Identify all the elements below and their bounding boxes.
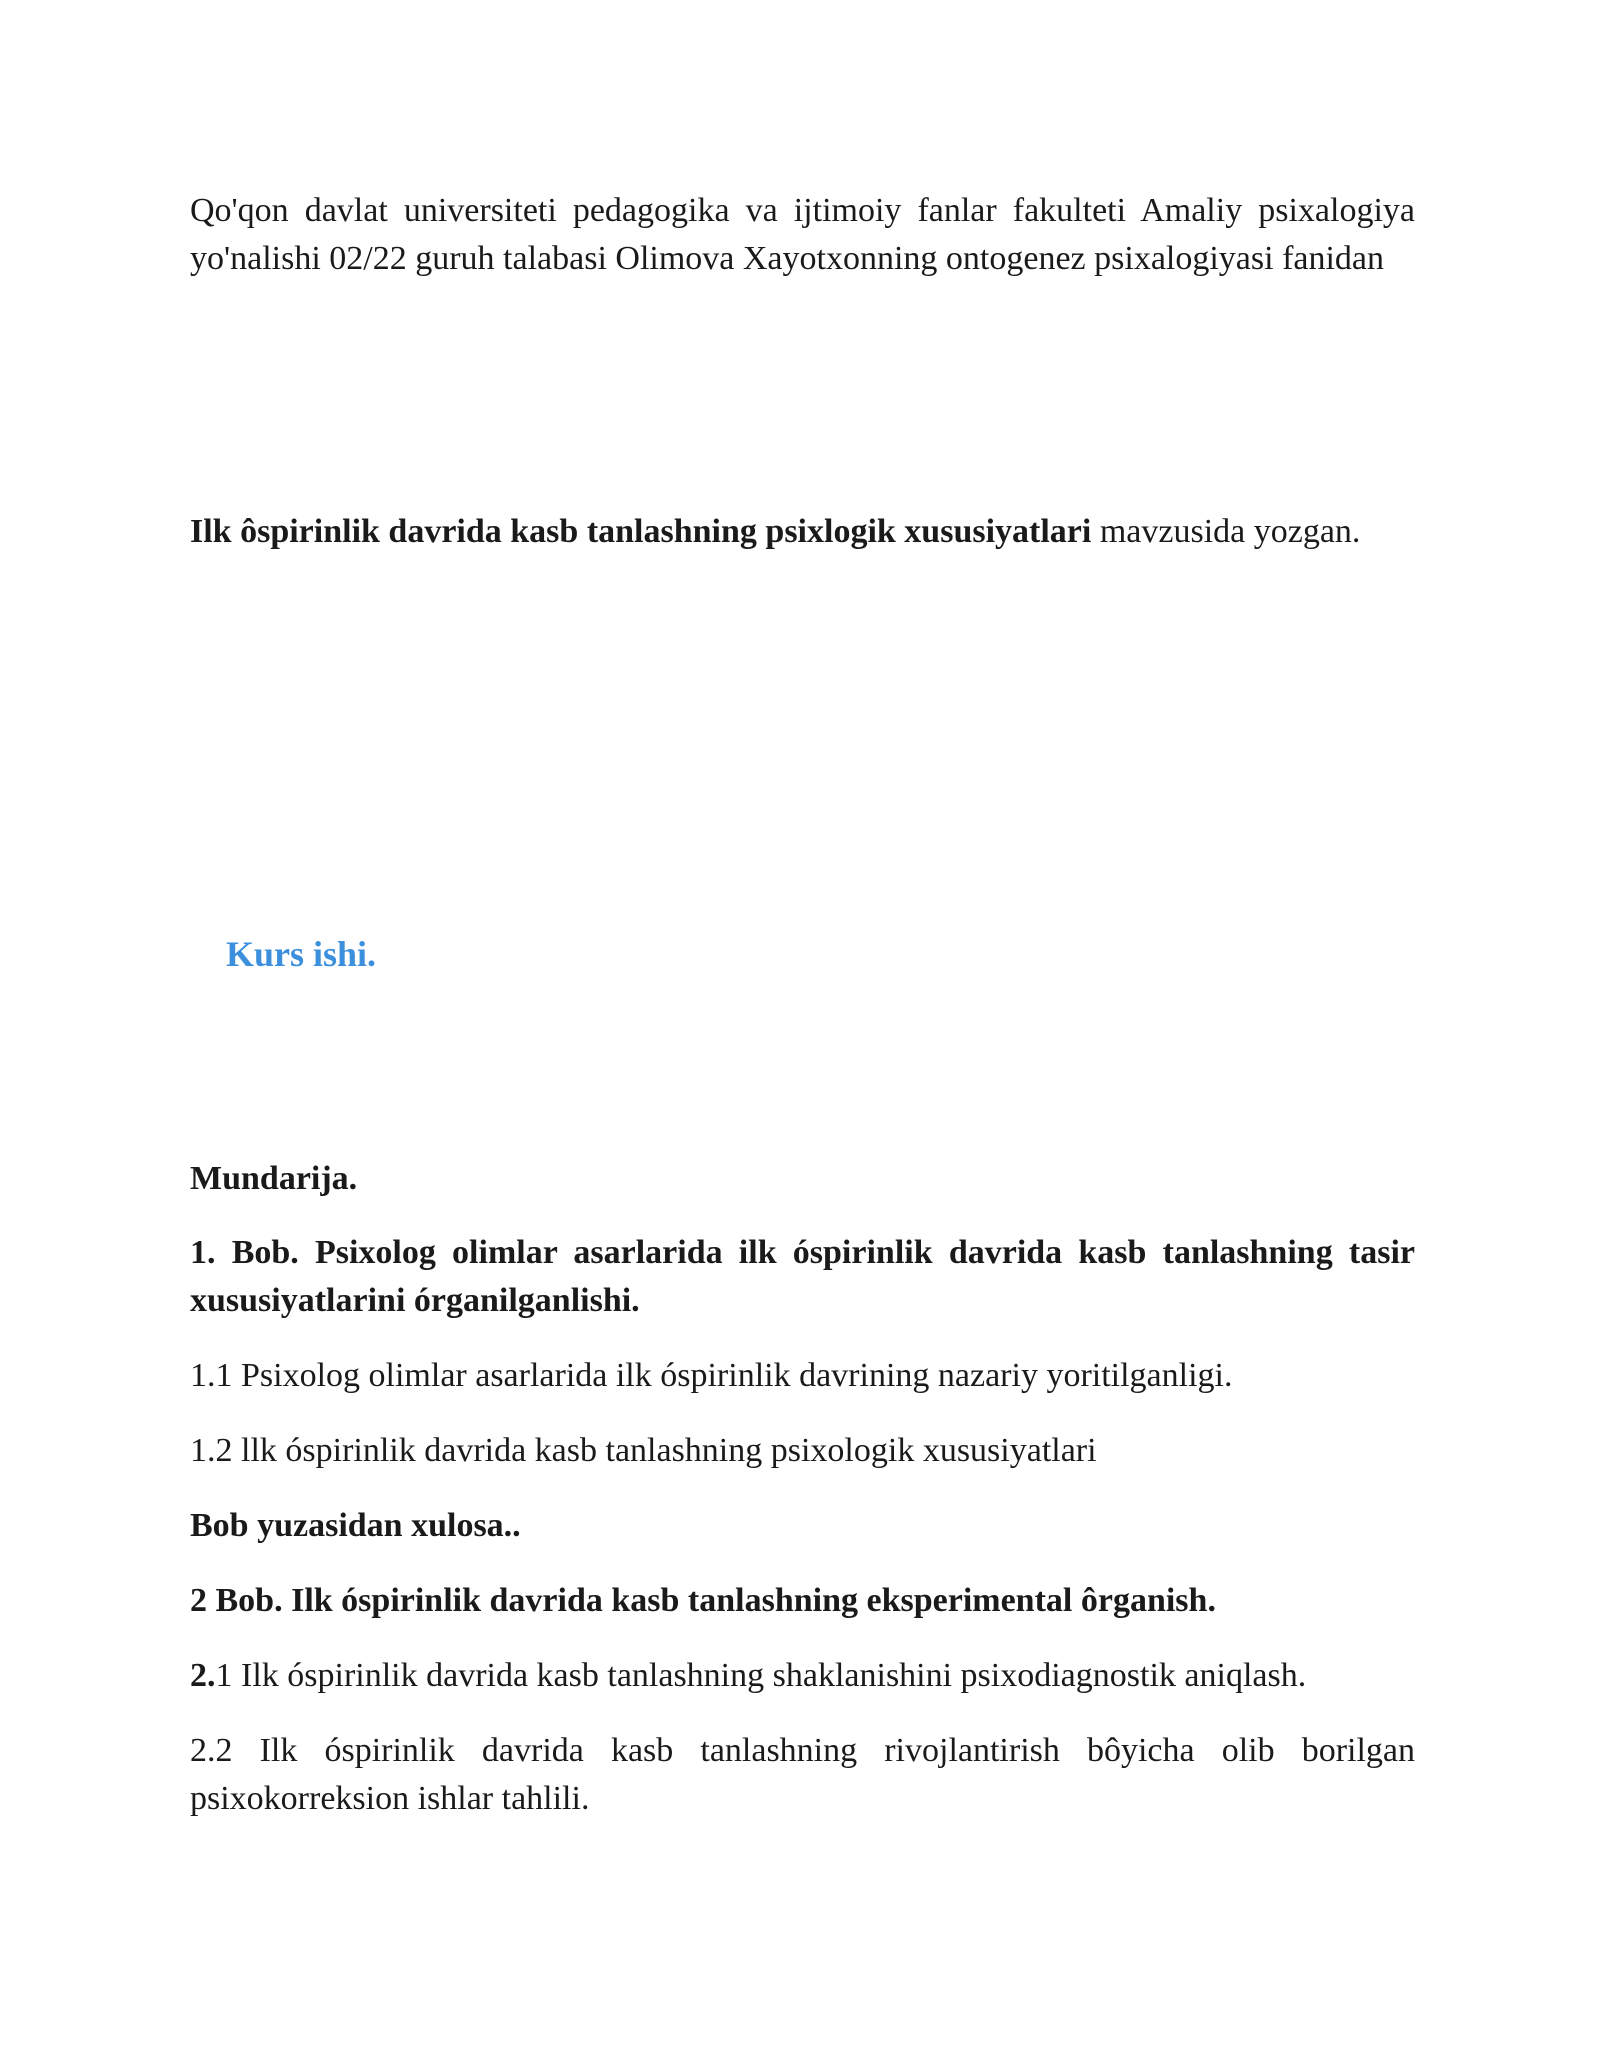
toc-section-1-2: 1.2 llk óspirinlik davrida kasb tanlashning psixologik xususiyatlari [190,1432,1097,1469]
intro-paragraph: Qo'qon davlat universiteti pedagogika va ijtimoiy fanlar fakulteti Amaliy psixalogiya yo'nalishi 02/22 guruh talabasi Olimova Xayotxonning ontogenez psixalogiyasi fanidan [190,192,1415,277]
toc-chapter-1: 1. Bob. Psixolog olimlar asarlarida ilk óspirinlik davrida kasb tanlashning tasir xususiyatlarini órganilganlishi. [190,1234,1415,1319]
topic-paragraph [190,508,1415,556]
toc-section-2-1-text: 1 Ilk óspirinlik davrida kasb tanlashning shaklanishini psixodiagnostik aniqlash. [215,1657,1307,1694]
toc-chapter-2: 2 Bob. Ilk óspirinlik davrida kasb tanlashning eksperimental ôrganish. [190,1582,1216,1619]
toc-conclusion: Bob yuzasidan xulosa.. [190,1507,521,1544]
toc-section-2-1-number: 2. [190,1657,216,1694]
toc-section-2-2: 2.2 Ilk óspirinlik davrida kasb tanlashning rivojlantirish bôyicha olib borilgan psixokorreksion ishlar tahlili. [190,1732,1415,1817]
work-type-heading: Kurs ishi. [226,934,377,974]
toc-section-1-1: 1.1 Psixolog olimlar asarlarida ilk óspirinlik davrining nazariy yoritilganligi. [190,1357,1233,1394]
toc-section-2-1 [190,1652,1415,1700]
toc-title: Mundarija. [190,1160,358,1197]
topic-title: Ilk ôspirinlik davrida kasb tanlashning psixlogik xususiyatlari [190,513,1092,550]
topic-suffix: mavzusida yozgan. [1091,513,1361,550]
